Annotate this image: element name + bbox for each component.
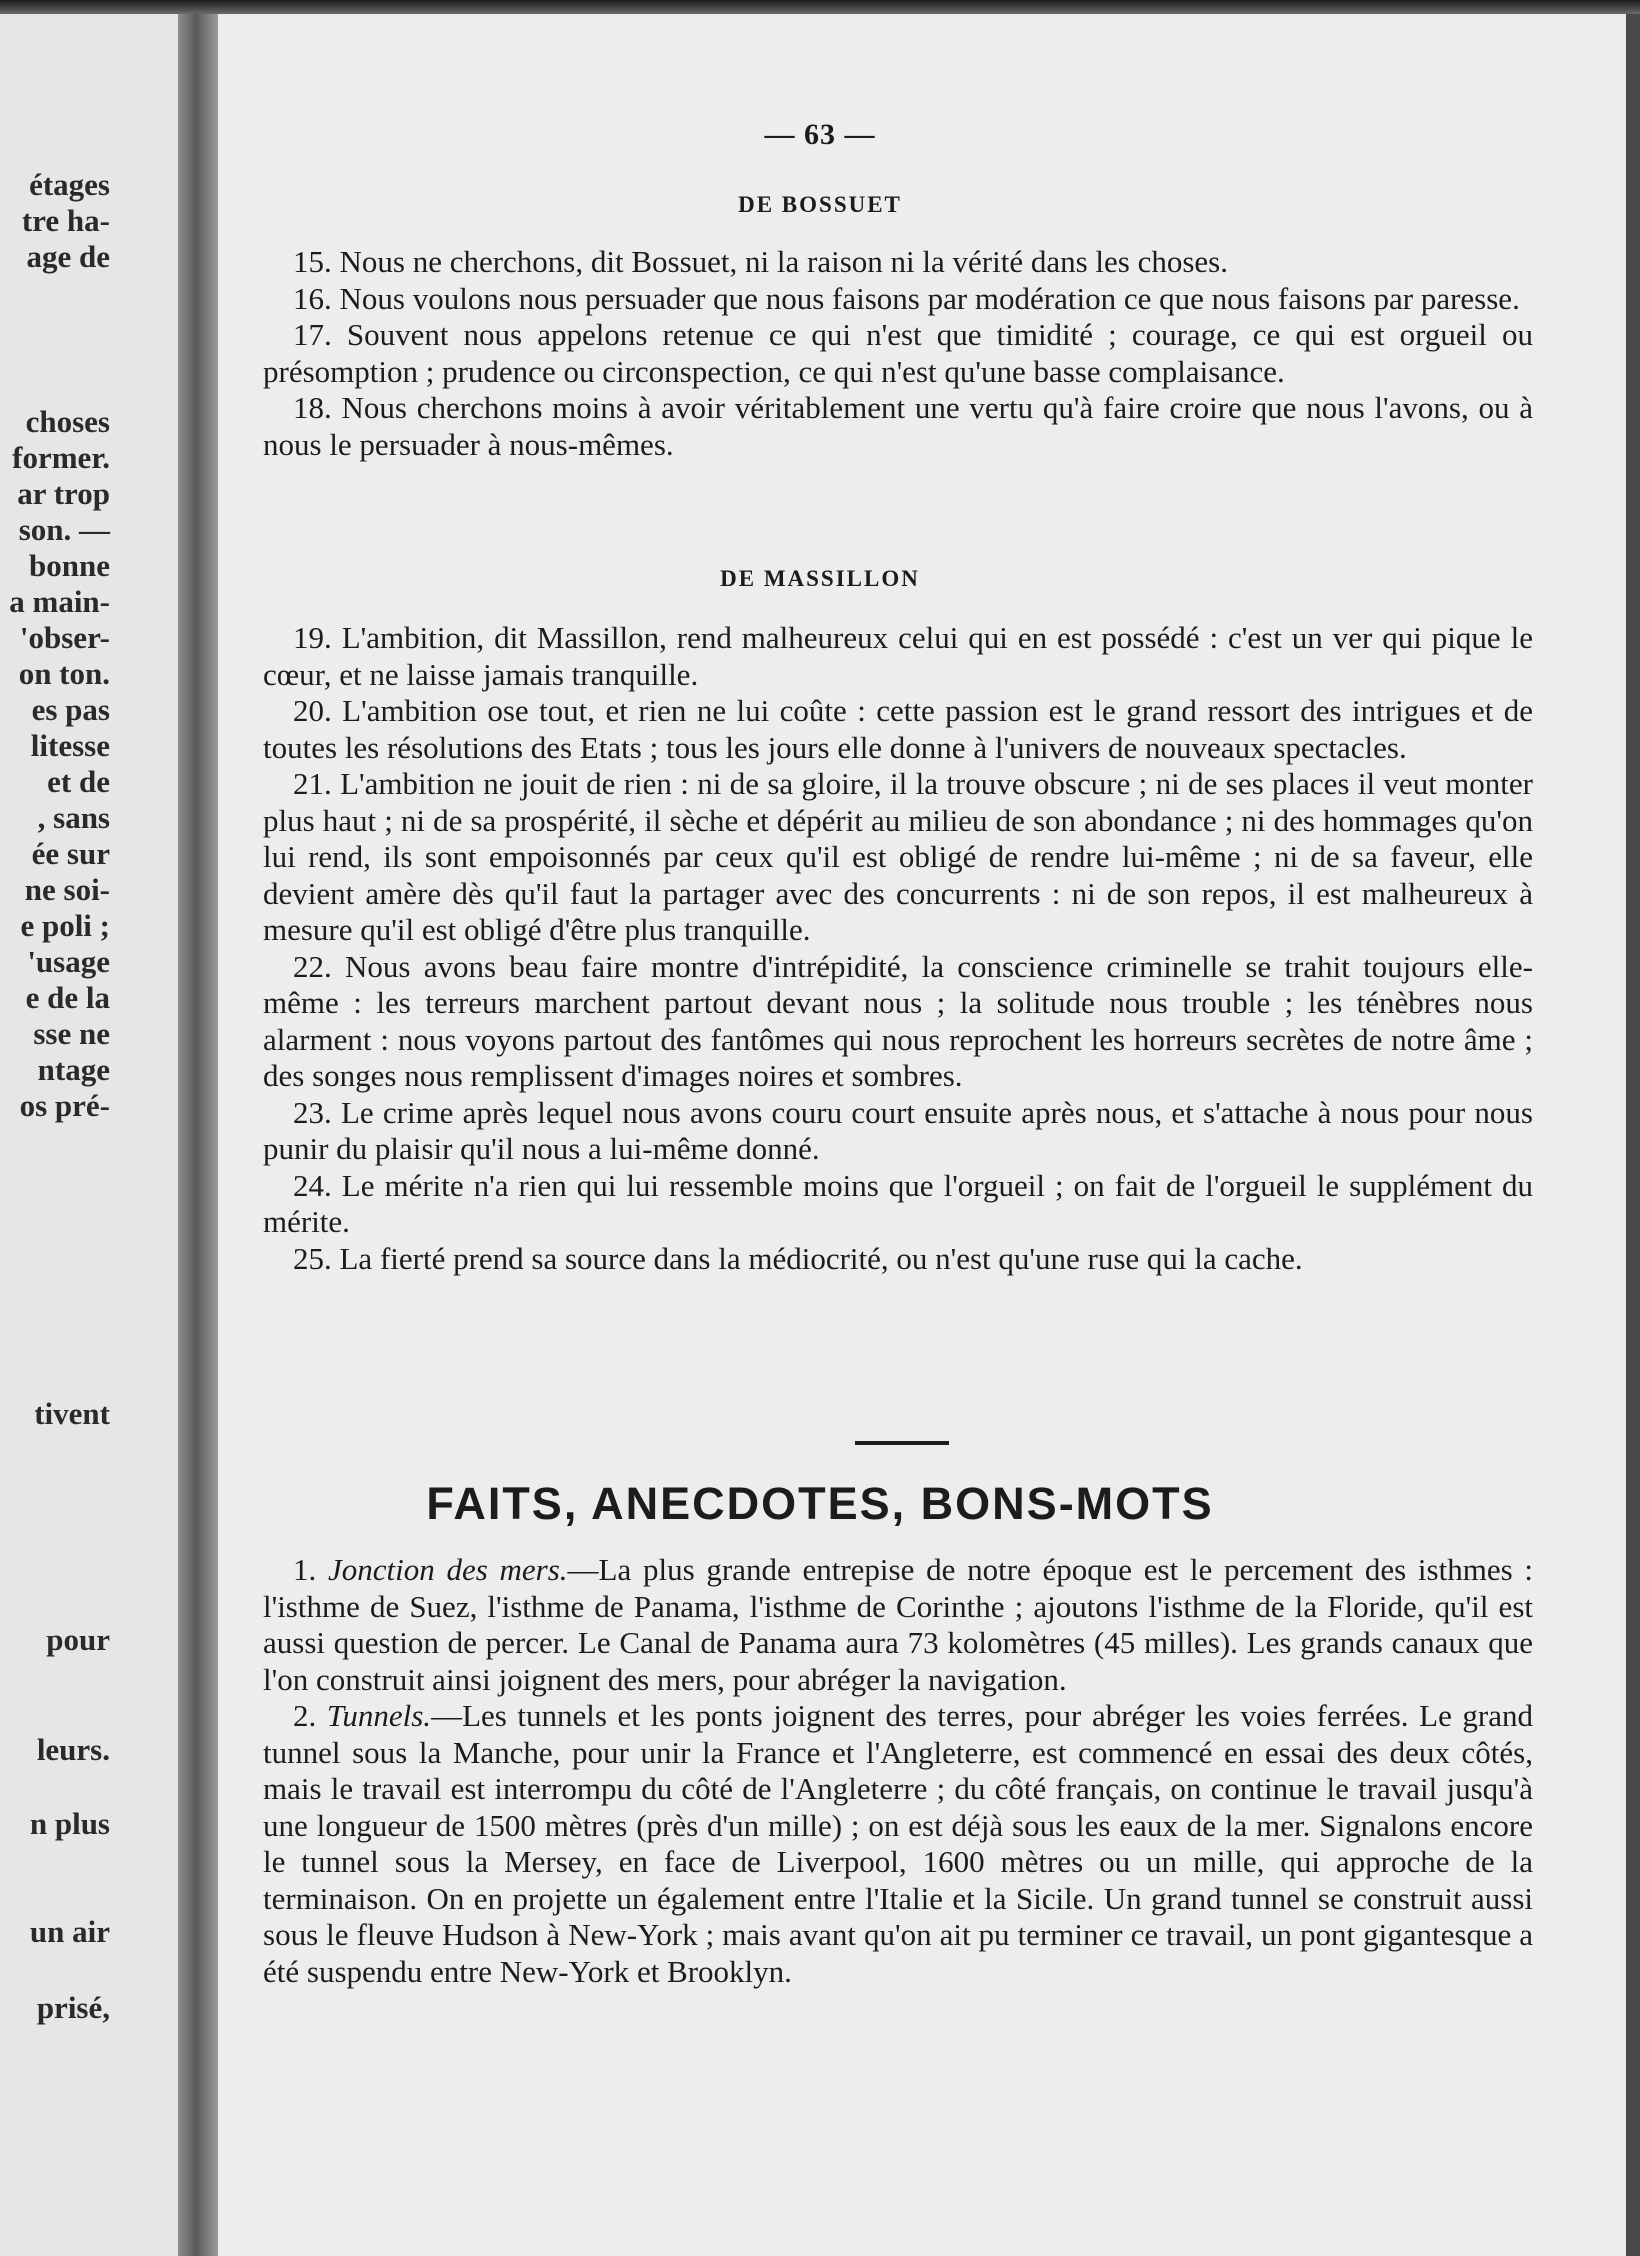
left-fragment: n plus [29,1806,110,1841]
anecdote-title: Tunnels. [326,1698,432,1733]
book-gutter [178,14,218,2256]
left-fragment: tre ha- [21,203,110,238]
maxim-paragraph: 15. Nous ne cherchons, dit Bossuet, ni la raison ni la vérité dans les choses. [293,244,1228,279]
page-number: — 63 — [764,118,876,151]
left-fragment: prisé, [36,1990,110,2025]
left-fragment: tivent [34,1396,110,1431]
left-fragment: un air [29,1914,110,1949]
maxim-paragraph: 24. Le mérite n'a rien qui lui ressemble moins que l'orgueil ; on fait de l'orgueil le supplément du mérite. [263,1167,1533,1239]
section-heading-bossuet: DE BOSSUET [738,192,902,217]
left-fragment: ée sur [31,836,110,871]
left-fragment: ar trop [17,476,110,511]
left-fragment: on ton. [18,656,110,691]
left-fragment: , sans [37,800,110,835]
anecdote-paragraph [263,1698,1533,1990]
anecdote-number: 2. [293,1698,317,1733]
anecdote-text: —La plus grande entrepise de notre époque est le percement des isthmes : l'isthme de Suez, l'isthme de Panama, l'isthme de Corinthe ; ajoutons l'isthme de la Floride, qu'il est aussi question de percer. Le Canal de Panama aura 73 kolomètres (45 milles). Les grands canaux que l'on construit ainsi joignent des mers, pour abréger la navigation. [263,1552,1533,1697]
main-heading: FAITS, ANECDOTES, BONS-MOTS [426,1478,1214,1529]
left-fragment: os pré- [19,1088,110,1123]
left-fragment: et de [47,764,110,799]
maxim-paragraph: 21. L'ambition ne jouit de rien : ni de sa gloire, il la trouve obscure ; ni de ses places il veut monter plus haut ; ni de sa prospérité, il sèche et dépérit au milieu de son abondance ; ni des hommages qu'on lui rend, ils sont empoisonnés par ceux qu'il est obligé de rendre lui-même ; ni de sa faveur, elle devient amère dès qu'il faut la partager avec des concurrents : ni de son repos, il est malheureux à mesure qu'il est obligé d'être plus tranquille. [263,766,1533,947]
maxim-paragraph: 20. L'ambition ose tout, et rien ne lui coûte : cette passion est le grand ressort des intrigues et de toutes les résolutions des Etats ; tous les jours elle donne à l'univers de nouveaux spectacles. [263,693,1533,765]
left-fragment: 'obser- [19,620,110,655]
left-fragment: former. [12,440,110,475]
scan-top-edge [0,0,1640,14]
maxim-paragraph: 17. Souvent nous appelons retenue ce qui n'est que timidité ; courage, ce qui est orgueil ou présomption ; prudence ou circonspection, ce qui n'est qu'une basse complaisance. [263,317,1533,389]
maxim-paragraph: 25. La fierté prend sa source dans la médiocrité, ou n'est qu'une ruse qui la cache. [293,1240,1303,1276]
left-fragment: a main- [9,584,110,619]
maxim-paragraph: 18. Nous cherchons moins à avoir véritablement une vertu qu'à faire croire que nous l'avons, ou à nous le persuader à nous-mêmes. [263,390,1533,462]
left-fragment: e poli ; [20,908,110,943]
left-fragment: ntage [37,1052,110,1087]
maxim-paragraph: 19. L'ambition, dit Massillon, rend malheureux celui qui en est possédé : c'est un ver qui pique le cœur, et ne laisse jamais tranquille. [263,620,1533,692]
left-fragment: bonne [29,548,110,583]
left-fragment: étages [29,167,110,202]
left-fragment: litesse [30,728,110,763]
anecdote-text: —Les tunnels et les ponts joignent des terres, pour abréger les voies ferrées. Le grand tunnel sous la Manche, pour unir la France et l'Angleterre, est commencé en essai des deux côtés, mais le travail est interrompu du côté de l'Angleterre ; du côté français, on continue le travail jusqu'à une longueur de 1500 mètres (près d'un mille) ; on est déjà sous les eaux de la mer. Signalons encore le tunnel sous la Mersey, en face de Liverpool, 1600 mètres ou un mille, qui approche de la terminaison. On en projette un également entre l'Italie et la Sicile. Un grand tunnel se construit aussi sous le fleuve Hudson à New-York ; mais avant qu'on ait pu terminer ce travail, un pont gigantesque a été suspendu entre New-York et Brooklyn. [263,1698,1534,1989]
left-fragment: ne soi- [24,872,110,907]
anecdotes [263,1552,1533,1990]
left-fragment: leurs. [36,1732,110,1767]
anecdote-paragraph [263,1552,1533,1698]
anecdote-number: 1. [293,1552,317,1587]
left-page-edge [0,14,178,2256]
left-fragment: choses [25,404,110,439]
left-fragment: 'usage [27,944,110,979]
maxim-paragraph: 23. Le crime après lequel nous avons couru court ensuite après nous, et s'attache à nous pour nous punir du plaisir qu'il nous a lui-même donné. [263,1094,1533,1166]
left-fragment: sse ne [33,1016,110,1051]
maxim-paragraph: 22. Nous avons beau faire montre d'intrépidité, la conscience criminelle se trahit toujours elle-même : les terreurs marchent partout devant nous ; la solitude nous trouble ; les ténèbres nous alarment : nous voyons partout des fantômes qui nous reprochent les horreurs secrètes de notre âme ; des songes nous remplissent d'images noires et sombres. [263,948,1533,1093]
left-fragment: es pas [31,692,110,727]
scan-right-edge [1626,14,1640,2256]
section-heading-massillon: DE MASSILLON [720,566,920,591]
left-fragment: pour [46,1622,110,1657]
anecdote-title: Jonction des mers. [327,1552,568,1587]
massillon-maxims [263,620,1533,1277]
section-divider [855,1441,949,1445]
maxim-paragraph: 16. Nous voulons nous persuader que nous faisons par modération ce que nous faisons par paresse. [293,280,1520,316]
left-fragment: son. — [18,512,110,547]
left-fragment: age de [26,239,110,274]
left-fragment: e de la [25,980,110,1015]
bossuet-maxims [263,244,1533,463]
